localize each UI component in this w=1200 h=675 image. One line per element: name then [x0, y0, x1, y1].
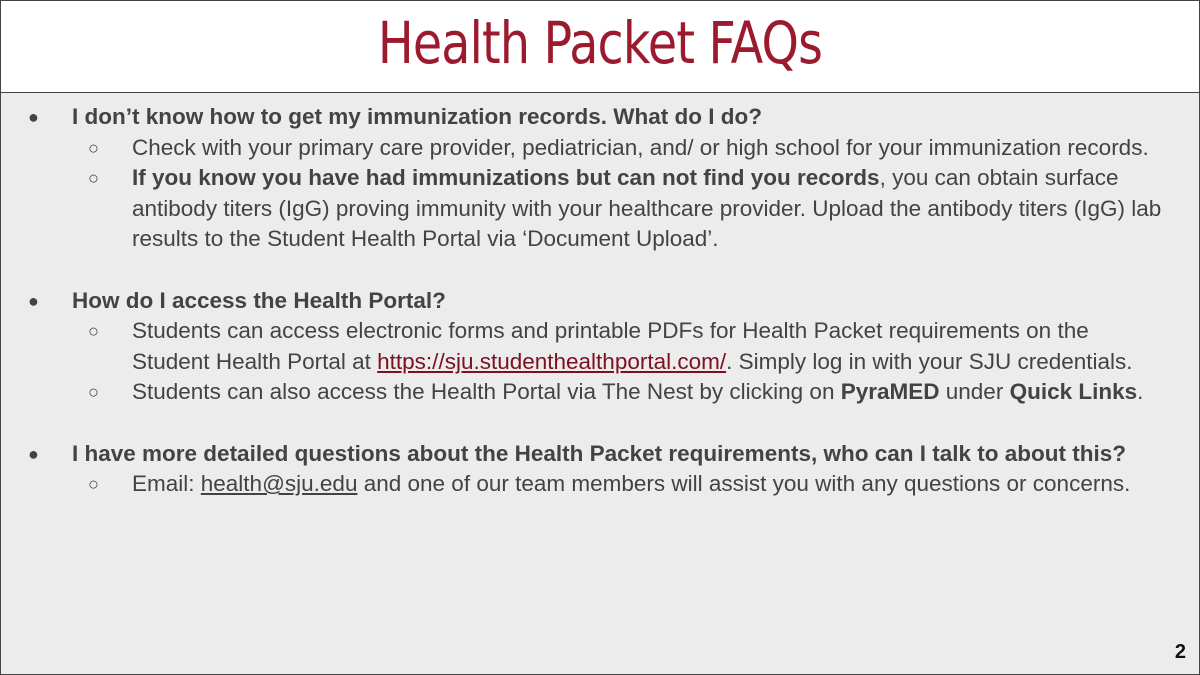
bullet-circle-icon: ○ [88, 474, 99, 495]
faq-question-2 [1, 286, 1199, 317]
answer-text: Students can access electronic forms and printable PDFs for Health Packet requirements on the Student Health Portal at [132, 318, 1089, 374]
answer-bold-lead: If you know you have had immunizations but can not find you records [132, 165, 880, 191]
faq-answer-2-1 [1, 316, 1199, 377]
bullet-disc-icon: ● [28, 107, 39, 127]
faq-question-3 [1, 439, 1199, 470]
slide-header [1, 1, 1199, 93]
quick-links-label: Quick Links [1009, 379, 1138, 405]
faq-list [1, 102, 1199, 500]
faq-question-1 [1, 102, 1199, 133]
faq-answer-2-2 [1, 377, 1199, 408]
bullet-circle-icon: ○ [88, 137, 99, 158]
answer-text: . Simply log in with your SJU credentials. [726, 348, 1133, 374]
spacer [1, 408, 1199, 439]
bullet-disc-icon: ● [28, 290, 39, 311]
question-text: I have more detailed questions about the Health Packet requirements, who can I talk to about this? [72, 440, 1126, 466]
question-text: How do I access the Health Portal? [72, 287, 446, 313]
bullet-circle-icon: ○ [88, 382, 99, 403]
answer-text: and one of our team members will assist you with any questions or concerns. [357, 471, 1131, 497]
pyramed-label: PyraMED [840, 379, 940, 405]
answer-text: , you can obtain surface antibody titers (IgG) proving immunity with your healthcare provider. Upload the antibody titers (IgG) lab results to the Student Health Portal via ‘Document Upload’. [132, 165, 1162, 252]
slide-title: Health Packet FAQs [377, 9, 823, 77]
health-portal-link[interactable]: https://sju.studenthealthportal.com/ [377, 348, 727, 374]
email-link[interactable]: health@sju.edu [200, 471, 358, 497]
answer-text: Check with your primary care provider, pediatrician, and/ or high school for your immunization records. [132, 134, 1149, 160]
answer-text: . [1137, 379, 1144, 405]
answer-text: Students can also access the Health Portal via The Nest by clicking on [132, 379, 841, 405]
spacer [1, 255, 1199, 286]
answer-text: Email: [132, 471, 201, 497]
question-text: I don’t know how to get my immunization records. What do I do? [72, 104, 762, 129]
bullet-circle-icon: ○ [88, 321, 99, 342]
faq-answer-1-2 [1, 163, 1199, 255]
page-number: 2 [1174, 641, 1186, 663]
answer-text: under [939, 379, 1010, 405]
bullet-circle-icon: ○ [88, 168, 99, 189]
faq-answer-1-1 [1, 133, 1199, 164]
bullet-disc-icon: ● [28, 443, 39, 464]
faq-answer-3-1 [1, 469, 1199, 500]
